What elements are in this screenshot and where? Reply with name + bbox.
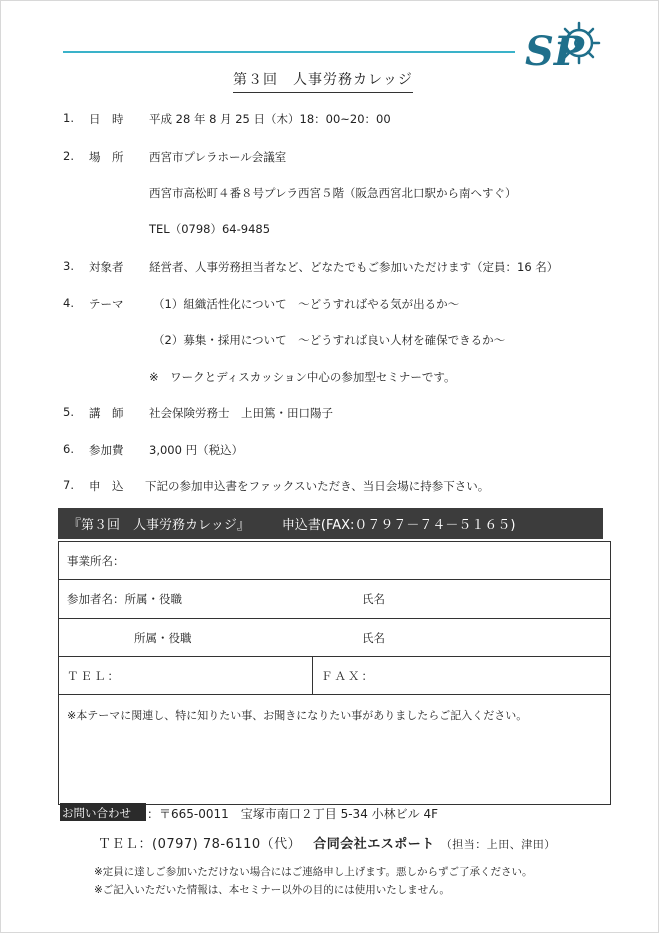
participant-label: 参加者名：所属・役職 (67, 592, 182, 606)
contact-tel-line (98, 833, 556, 852)
header-rule (63, 51, 515, 53)
application-form (58, 541, 611, 805)
item-number-apply: 7. (63, 478, 74, 492)
item-label-fee: 参加費 (89, 443, 124, 457)
tel-label: ＴＥＬ： (67, 669, 121, 683)
item-value-lecturer: 社会保険労務士 上田篤・田口陽子 (149, 406, 333, 420)
contact-tel: ＴＥＬ：(0797) 78-6110（代） (98, 837, 302, 852)
footnote-2: ※ご記入いただいた情報は、本セミナー以外の目的には使用いたしません。 (94, 884, 450, 896)
sp-logo-icon (523, 19, 603, 77)
item-number-place: 2. (63, 149, 74, 163)
item-value-place: 西宮市プレラホール会議室 (149, 150, 287, 164)
form-row-participant-2[interactable] (59, 619, 610, 657)
item-number-date: 1. (63, 111, 74, 125)
form-row-tel-fax[interactable] (59, 657, 610, 695)
svg-text:SP: SP (525, 28, 584, 75)
banner-fax: 申込書(FAX:０７９７－７４－５１６５) (281, 518, 516, 533)
page-title: 第３回 人事労務カレッジ (233, 69, 413, 93)
form-row-company[interactable] (59, 542, 610, 580)
place-address: 西宮市高松町４番８号プレラ西宮５階（阪急西宮北口駅から南へすぐ） (149, 186, 517, 200)
fax-label: ＦＡＸ： (321, 669, 375, 683)
contact-address: ：〒665-0011 宝塚市南口２丁目 5-34 小林ビル 4F (147, 807, 438, 821)
participant-name-label-2: 氏名 (362, 631, 385, 645)
item-number-theme: 4. (63, 296, 74, 310)
item-number-lecturer: 5. (63, 405, 74, 419)
item-label-apply: 申 込 (89, 479, 124, 493)
theme-line-2: （2）募集・採用について ～どうすれば良い人材を確保できるか～ (153, 333, 506, 347)
banner-title: 『第３回 人事労務カレッジ』 (68, 518, 250, 533)
comment-label: ※本テーマに関連し、特に知りたい事、お聞きになりたい事がありましたらご記入ください。 (67, 709, 528, 722)
item-label-date: 日 時 (89, 112, 124, 126)
item-number-fee: 6. (63, 442, 74, 456)
item-value-date: 平成 28 年 8 月 25 日（木）18：00~20：00 (149, 112, 391, 126)
item-value-target: 経営者、人事労務担当者など、どなたでもご参加いただけます（定員：16 名） (149, 260, 559, 274)
item-label-place: 場 所 (89, 150, 124, 164)
participant-dept-label: 所属・役職 (134, 631, 192, 645)
application-form-banner (58, 508, 603, 539)
place-tel: TEL（0798）64-9485 (149, 222, 271, 236)
participant-name-label: 氏名 (362, 592, 385, 606)
theme-line-1: （1）組織活性化について ～どうすればやる気が出るか～ (153, 297, 460, 311)
item-number-target: 3. (63, 259, 74, 273)
item-label-target: 対象者 (89, 260, 124, 274)
item-label-theme: テーマ (89, 297, 124, 311)
form-row-participant-1[interactable] (59, 580, 610, 619)
contact-person: （担当：上田、津田） (440, 838, 556, 851)
item-value-fee: 3,000 円（税込） (149, 443, 244, 457)
form-row-comment[interactable] (59, 695, 610, 804)
contact-company: 合同会社エスポート (313, 837, 435, 852)
item-value-apply: 下記の参加申込書をファックスいただき、当日会場に持参下さい。 (145, 479, 490, 493)
theme-note: ※ ワークとディスカッション中心の参加型セミナーです。 (149, 370, 456, 384)
tel-fax-divider (312, 657, 313, 694)
contact-tag: お問い合わせ (60, 803, 146, 821)
item-label-lecturer: 講 師 (89, 406, 124, 420)
footnote-1: ※定員に達しご参加いただけない場合にはご連絡申し上げます。悪しからずご了承ください。 (94, 866, 533, 878)
company-name-label: 事業所名： (67, 554, 125, 568)
